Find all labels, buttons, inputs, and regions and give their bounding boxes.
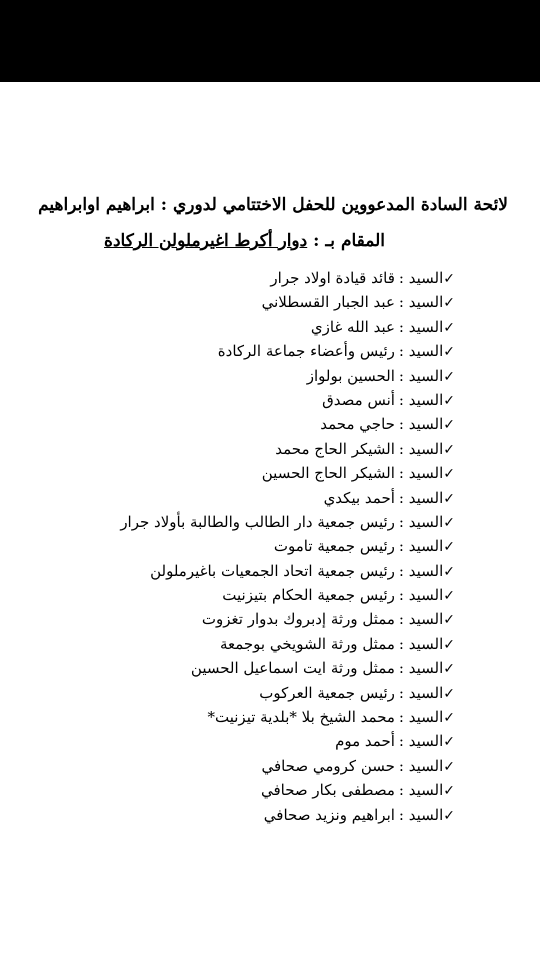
subtitle-place: دوار أكرط اغيرملولن الركادة: [104, 231, 308, 251]
invitee-name: الحسين بولواز: [306, 366, 395, 385]
list-item: [0, 510, 455, 534]
check-icon: ✓: [443, 758, 455, 775]
list-item: [0, 437, 455, 461]
list-item: [0, 290, 455, 314]
title-prefix: السيد :: [398, 610, 444, 629]
invitee-list: [0, 266, 540, 827]
title-prefix: السيد :: [398, 683, 444, 702]
invitee-name: محمد الشيخ بلا *بلدية تيزنيت*: [207, 708, 395, 727]
title-prefix: السيد :: [398, 317, 444, 336]
top-black-bar: [0, 0, 540, 82]
check-icon: ✓: [443, 563, 455, 580]
list-item: [0, 534, 455, 558]
check-icon: ✓: [443, 319, 455, 336]
invitee-name: ممثل ورثة إدبروك بدوار تغزوت: [201, 610, 395, 629]
check-icon: ✓: [443, 514, 455, 531]
invitation-document: [0, 190, 540, 827]
list-item: [0, 681, 455, 705]
invitee-name: حسن كرومي صحافي: [261, 756, 395, 775]
title-prefix: السيد :: [398, 342, 444, 361]
invitee-name: رئيس جمعية تاموت: [273, 537, 395, 556]
invitee-name: أنس مصدق: [322, 390, 395, 409]
list-item: [0, 339, 455, 363]
check-icon: ✓: [443, 295, 455, 312]
check-icon: ✓: [443, 661, 455, 678]
invitee-name: أحمد بيكدي: [323, 488, 395, 507]
invitee-name: ابراهيم ونزيد صحافي: [263, 805, 395, 824]
subtitle-prefix: المقام بـ :: [307, 231, 385, 251]
list-item: [0, 729, 455, 753]
title-prefix: السيد :: [398, 586, 444, 605]
list-item: [0, 778, 455, 802]
list-item: [0, 486, 455, 510]
title-prefix: السيد :: [398, 634, 444, 653]
title-prefix: السيد :: [398, 464, 444, 483]
check-icon: ✓: [443, 685, 455, 702]
list-item: [0, 559, 455, 583]
title-prefix: السيد :: [398, 269, 444, 287]
title-prefix: السيد :: [398, 439, 444, 458]
check-icon: ✓: [443, 368, 455, 385]
title-prefix: السيد :: [398, 537, 444, 556]
invitee-name: رئيس جمعية دار الطالب والطالبة بأولاد جرار: [120, 512, 395, 531]
list-item: [0, 632, 455, 656]
invitee-name: رئيس وأعضاء جماعة الركادة: [217, 342, 395, 361]
invitee-name: الشيكر الحاج محمد: [275, 439, 395, 458]
invitee-name: عبد الله غازي: [310, 317, 395, 336]
list-item: [0, 607, 455, 631]
document-subtitle: [40, 226, 385, 256]
title-prefix: السيد :: [398, 561, 444, 580]
check-icon: ✓: [443, 588, 455, 605]
invitee-name: رئيس جمعية اتحاد الجمعيات باغيرملولن: [150, 561, 395, 580]
check-icon: ✓: [443, 490, 455, 507]
title-prefix: السيد :: [398, 488, 444, 507]
title-prefix: السيد :: [398, 708, 444, 727]
title-prefix: السيد :: [398, 805, 444, 824]
check-icon: ✓: [443, 271, 455, 287]
list-item: [0, 754, 455, 778]
title-prefix: السيد :: [398, 512, 444, 531]
invitee-name: مصطفى بكار صحافي: [261, 781, 395, 800]
list-item: [0, 315, 455, 339]
invitee-name: عبد الجبار القسطلاني: [261, 293, 395, 312]
check-icon: ✓: [443, 710, 455, 727]
list-item: [0, 388, 455, 412]
invitee-name: رئيس جمعية العركوب: [259, 683, 395, 702]
list-item: [0, 364, 455, 388]
list-item: [0, 803, 455, 827]
title-prefix: السيد :: [398, 293, 444, 312]
title-prefix: السيد :: [398, 756, 444, 775]
document-title: لائحة السادة المدعووين للحفل الاختتامي لدوري : ابراهيم اوابراهيم: [38, 195, 508, 215]
check-icon: ✓: [443, 612, 455, 629]
title-prefix: السيد :: [398, 415, 444, 434]
invitee-name: ممثل ورثة ايت اسماعيل الحسين: [190, 659, 395, 678]
list-item: [0, 656, 455, 680]
invitee-name: قائد قيادة اولاد جرار: [270, 269, 395, 287]
check-icon: ✓: [443, 441, 455, 458]
check-icon: ✓: [443, 734, 455, 751]
list-item: [0, 412, 455, 436]
title-prefix: السيد :: [398, 659, 444, 678]
list-item: [0, 461, 455, 485]
invitee-name: ممثل ورثة الشويخي بوجمعة: [219, 634, 395, 653]
title-prefix: السيد :: [398, 390, 444, 409]
invitee-name: أحمد موم: [335, 732, 395, 751]
invitee-name: الشيكر الحاج الحسين: [261, 464, 395, 483]
check-icon: ✓: [443, 539, 455, 556]
list-item: [0, 266, 455, 290]
check-icon: ✓: [443, 392, 455, 409]
title-prefix: السيد :: [398, 732, 444, 751]
list-item: [0, 583, 455, 607]
title-prefix: السيد :: [398, 366, 444, 385]
invitee-name: حاجي محمد: [320, 415, 395, 434]
invitee-name: رئيس جمعية الحكام بتيزنيت: [222, 586, 395, 605]
check-icon: ✓: [443, 466, 455, 483]
title-prefix: السيد :: [398, 781, 444, 800]
check-icon: ✓: [443, 807, 455, 824]
check-icon: ✓: [443, 344, 455, 361]
list-item: [0, 705, 455, 729]
check-icon: ✓: [443, 636, 455, 653]
check-icon: ✓: [443, 417, 455, 434]
check-icon: ✓: [443, 783, 455, 800]
